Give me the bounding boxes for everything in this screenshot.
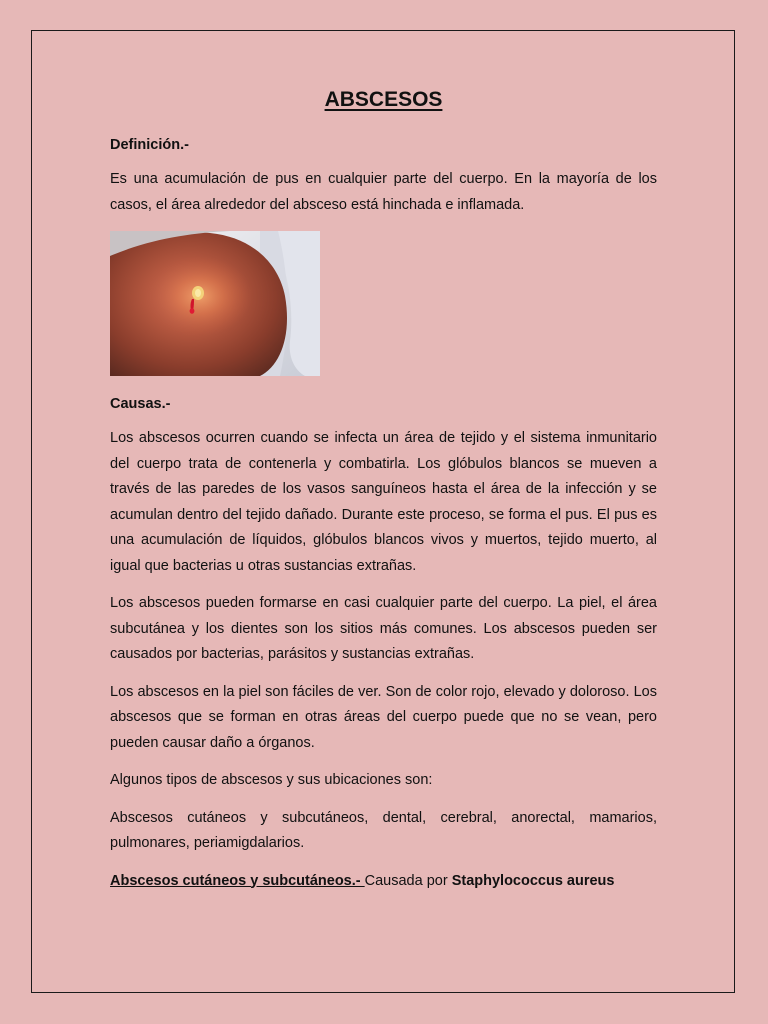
causes-paragraph-5: Abscesos cutáneos y subcutáneos, dental, cerebral, anorectal, mamarios, pulmonares, periamigdalarios. bbox=[110, 809, 657, 851]
causes-heading: Causas.- bbox=[110, 396, 171, 412]
definition-paragraph: Es una acumulación de pus en cualquier parte del cuerpo. En la mayoría de los casos, el área alrededor del absceso está hinchada e inflamada. bbox=[110, 171, 657, 213]
causes-paragraph-2: Los abscesos pueden formarse en casi cualquier parte del cuerpo. La piel, el área subcutánea y los dientes son los sitios más comunes. Los abscesos pueden ser causados por bacterias, parásitos y sustancias extrañas. bbox=[110, 595, 657, 662]
causes-paragraph-3: Los abscesos en la piel son fáciles de ver. Son de color rojo, elevado y doloroso. Los abscesos que se forman en otras áreas del cuerpo puede que no se vean, pero pueden causar daño a órganos. bbox=[110, 683, 657, 751]
organism-name: Staphylococcus aureus bbox=[451, 872, 615, 889]
abscess-photo bbox=[110, 231, 320, 376]
subsection-line bbox=[110, 869, 657, 895]
subsection-label: Abscesos cutáneos y subcutáneos.- bbox=[110, 872, 365, 889]
document-title: ABSCESOS bbox=[324, 88, 443, 111]
causes-paragraph-1: Los abscesos ocurren cuando se infecta un área de tejido y el sistema inmunitario del cuerpo trata de contenerla y combatirla. Los glóbulos blancos se mueven a través de las paredes de los vasos sanguíneos hasta el área de la infección y se acumulan dentro del tejido dañado. Durante este proceso, se forma el pus. El pus es una acumulación de líquidos, glóbulos blancos vivos y muertos, tejido muerto, al igual que bacterias u otras sustancias extrañas. bbox=[110, 430, 657, 574]
causes-paragraph-4: Algunos tipos de abscesos y sus ubicaciones son: bbox=[110, 772, 433, 788]
definition-heading: Definición.- bbox=[110, 137, 189, 153]
document-body bbox=[110, 82, 657, 894]
abscess-image bbox=[110, 231, 320, 376]
subsection-middle-text: Causada por bbox=[364, 872, 452, 889]
